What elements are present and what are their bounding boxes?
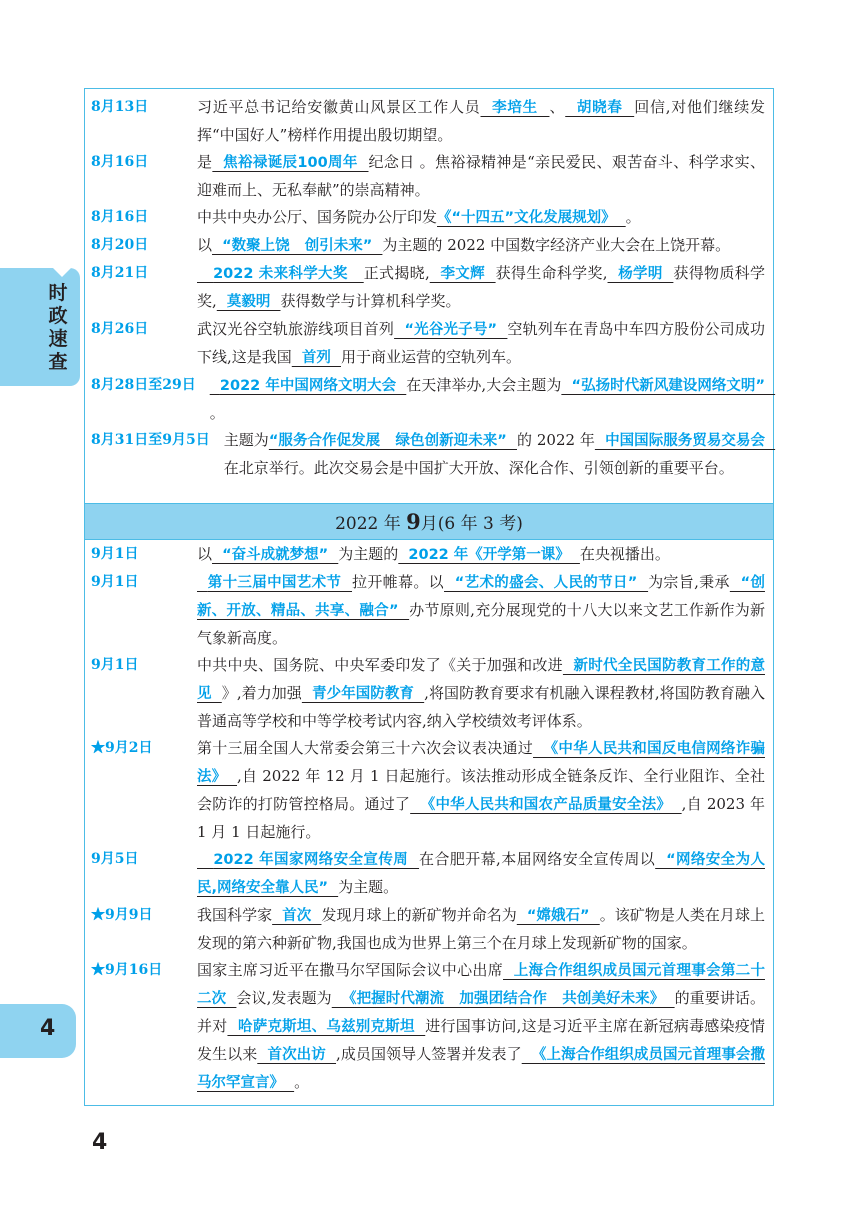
entry-text-segment: ,将国防教育要求有机融入课程教材,将国防教育融入普通高等学校和中等学校考试内容,纳入学校绩效考评体系。 xyxy=(197,684,765,730)
entry-text-segment: 在央视播出。 xyxy=(579,545,670,563)
answer-blank: 首列 xyxy=(291,350,341,366)
entry-row xyxy=(85,957,773,1097)
entry-text-segment: 回信,对他们继续发挥“中国好人”榜样作用提出殷切期望。 xyxy=(197,98,765,144)
answer-blank: 新时代全民国防教育工作的意见 xyxy=(197,658,765,702)
side-page-number: 4 xyxy=(40,1016,56,1041)
entry-text-segment: 获得物质科学奖, xyxy=(197,264,765,310)
answer-blank: 青少年国防教育 xyxy=(301,686,425,702)
section-tab xyxy=(0,268,80,386)
entry-text-segment: 为宗旨,秉承 xyxy=(648,573,730,591)
answer-blank: “艺术的盛会、人民的节日” xyxy=(444,575,649,591)
answer-blank: 首次 xyxy=(272,908,322,924)
answer-blank: “网络安全为人民,网络安全靠人民” xyxy=(197,852,765,896)
entry-text xyxy=(197,316,773,372)
entry-text-segment: 武汉光谷空轨旅游线项目首列 xyxy=(197,320,395,338)
answer-blank: 《“十四五”文化发展规划》 xyxy=(437,210,626,226)
entry-date-text: 9月9日 xyxy=(105,907,153,923)
entry-row xyxy=(85,372,776,427)
entry-text-segment: 。该矿物是人类在月球上发现的第六种新矿物,我国也成为世界上第三个在月球上发现新矿物的国家。 xyxy=(197,906,765,952)
answer-blank: 2022 年国家网络安全宣传周 xyxy=(197,852,420,868)
entry-date xyxy=(85,569,197,652)
entry-date xyxy=(85,427,224,482)
entry-date xyxy=(85,541,197,569)
entry-date-text: 8月16日 xyxy=(91,209,149,225)
entry-text-segment: 以 xyxy=(197,236,213,254)
entry-date xyxy=(85,652,197,735)
answer-blank: 哈萨克斯坦、乌兹别克斯坦 xyxy=(227,1019,426,1035)
answer-blank: 《中华人民共和国反电信网络诈骗法》 xyxy=(197,741,765,785)
entry-text-segment: ,自 2022 年 12 月 1 日起施行。该法推动形成全链条反诈、全行业阻诈、全社会防诈的打防管控格局。通过了 xyxy=(197,767,765,813)
answer-blank: “创新、开放、精品、共享、融合” xyxy=(197,575,765,619)
header-note: (6 年 3 考) xyxy=(437,514,523,534)
star-icon: ★ xyxy=(91,907,105,923)
answer-blank: 《上海合作组织成员国元首理事会撒马尔罕宣言》 xyxy=(197,1047,765,1091)
entry-date xyxy=(85,94,197,149)
entry-text xyxy=(197,652,773,735)
entry-text xyxy=(197,735,773,846)
answer-blank: 2022 年中国网络文明大会 xyxy=(209,378,407,394)
entry-row xyxy=(85,652,773,735)
entry-date-text: 8月16日 xyxy=(91,154,149,170)
entry-date xyxy=(85,902,197,957)
entry-row xyxy=(85,735,773,846)
entry-text-segment: 进行国事访问,这是习近平主席在新冠病毒感染疫情发生以来 xyxy=(197,1017,765,1063)
entry-date-text: 8月13日 xyxy=(91,99,149,115)
tab-notch xyxy=(52,267,72,277)
entry-text-segment: 办节原则,充分展现党的十八大以来文艺工作新作为新气象新高度。 xyxy=(197,601,765,647)
entry-text-segment: 的 2022 年 xyxy=(517,431,595,449)
entry-text-segment: 》,着力加强 xyxy=(221,684,302,702)
entry-text-segment: ,自 2023 年 1 月 1 日起施行。 xyxy=(197,795,765,841)
header-month-suffix: 月 xyxy=(420,514,438,534)
entry-text-segment: 为主题的 xyxy=(338,545,399,563)
entry-row xyxy=(85,232,773,260)
entry-date-text: 8月31日至9月5日 xyxy=(91,432,210,448)
news-panel xyxy=(84,88,774,1106)
entry-date-text: 8月26日 xyxy=(91,321,149,337)
answer-blank: “数聚上饶 创引未来” xyxy=(212,238,383,254)
entry-text-segment: 为主题。 xyxy=(338,878,399,896)
entry-text-segment: 我国科学家 xyxy=(197,906,273,924)
entry-text-segment: 在合肥开幕,本届网络安全宣传周以 xyxy=(419,850,656,868)
answer-blank: “服务合作促发展 绿色创新迎未来” xyxy=(268,433,517,449)
entry-text-segment: 主题为 xyxy=(223,431,269,449)
entry-date xyxy=(85,957,197,1097)
entry-text-segment: 国家主席习近平在撒马尔罕国际会议中心出席 xyxy=(197,961,503,979)
entry-text xyxy=(209,372,776,427)
answer-blank: 上海合作组织成员国元首理事会第二十二次 xyxy=(197,963,765,1007)
august-section xyxy=(85,94,776,482)
entry-row xyxy=(85,902,773,957)
answer-blank: 中国国际服务贸易交易会 xyxy=(594,433,776,449)
entry-date-text: 9月16日 xyxy=(105,962,163,978)
header-month: 9 xyxy=(406,509,421,534)
answer-blank: 《中华人民共和国农产品质量安全法》 xyxy=(410,797,682,813)
entry-date-text: 8月20日 xyxy=(91,237,149,253)
answer-blank: 2022 年《开学第一课》 xyxy=(398,547,580,563)
entry-row xyxy=(85,316,773,372)
entry-date-text: 9月2日 xyxy=(105,740,153,756)
entry-text-segment: 的重要讲话。并对 xyxy=(197,989,765,1035)
entry-text-segment: 纪念日 。焦裕禄精神是“亲民爱民、艰苦奋斗、科学求实、迎难而上、无私奉献”的崇高精神。 xyxy=(197,153,765,199)
star-icon: ★ xyxy=(91,740,105,756)
entry-date xyxy=(85,846,197,902)
entry-text xyxy=(197,94,773,149)
star-icon: ★ xyxy=(91,962,105,978)
answer-blank: 《把握时代潮流 加强团结合作 共创美好未来》 xyxy=(331,991,675,1007)
entry-text-segment: 以 xyxy=(197,545,213,563)
entry-row xyxy=(85,846,773,902)
entry-text-segment: 为主题的 2022 中国数字经济产业大会在上饶开幕。 xyxy=(382,236,731,254)
entry-text xyxy=(197,232,773,260)
entry-text-segment: 第十三届全国人大常委会第三十六次会议表决通过 xyxy=(197,739,534,757)
entry-row xyxy=(85,94,773,149)
entry-text xyxy=(223,427,776,482)
page-number: 4 xyxy=(92,1130,108,1155)
entry-text xyxy=(197,957,773,1097)
entry-text xyxy=(197,541,773,569)
entry-text-segment: 、 xyxy=(549,98,566,116)
entry-row xyxy=(85,204,773,232)
answer-blank: 杨学明 xyxy=(607,266,674,282)
entry-text xyxy=(197,149,773,204)
answer-blank: “奋斗成就梦想” xyxy=(212,547,339,563)
entry-text xyxy=(197,569,773,652)
month-header xyxy=(85,503,773,540)
entry-text-segment: 正式揭晓, xyxy=(363,264,430,282)
september-section xyxy=(85,541,773,1097)
entry-text-segment: 。 xyxy=(625,208,641,226)
entry-date xyxy=(85,735,197,846)
entry-date xyxy=(85,204,197,232)
entry-row xyxy=(85,427,776,482)
answer-blank: 第十三届中国艺术节 xyxy=(197,575,353,591)
entry-date-text: 8月21日 xyxy=(91,265,149,281)
entry-date-text: 9月5日 xyxy=(91,851,139,867)
answer-blank: 首次出访 xyxy=(257,1047,337,1063)
entry-text-segment: 在天津举办,大会主题为 xyxy=(406,376,562,394)
entry-text-segment: 。 xyxy=(294,1073,310,1091)
answer-blank: 莫毅明 xyxy=(216,294,281,310)
answer-blank: 李培生 xyxy=(480,100,550,116)
entry-row xyxy=(85,260,773,316)
entry-text-segment: 是 xyxy=(197,153,213,171)
entry-text-segment: 习近平总书记给安徽黄山风景区工作人员 xyxy=(197,98,481,116)
entry-text xyxy=(197,204,773,232)
entry-text-segment: 拉开帷幕。以 xyxy=(352,573,445,591)
entry-date xyxy=(85,149,197,204)
answer-blank: “弘扬时代新风建设网络文明” xyxy=(561,378,776,394)
entry-text-segment: 在北京举行。此次交易会是中国扩大开放、深化合作、引领创新的重要平台。 xyxy=(223,459,734,477)
entry-date-text: 9月1日 xyxy=(91,574,139,590)
answer-blank: “嫦娥石” xyxy=(516,908,600,924)
entry-text-segment: 。 xyxy=(209,404,225,422)
answer-blank: “光谷光子号” xyxy=(394,322,508,338)
section-tab-label: 时政速查 xyxy=(48,282,68,373)
entry-text-segment: 用于商业运营的空轨列车。 xyxy=(340,348,521,366)
answer-blank: 2022 未来科学大奖 xyxy=(197,266,364,282)
header-year: 2022 年 xyxy=(335,514,401,534)
entry-text-segment: 获得生命科学奖, xyxy=(495,264,608,282)
entry-text xyxy=(197,902,773,957)
entry-text-segment: 会议,发表题为 xyxy=(236,989,332,1007)
entry-text-segment: 中共中央、国务院、中央军委印发了《关于加强和改进 xyxy=(197,656,563,674)
entry-date xyxy=(85,372,210,427)
entry-text-segment: 获得数学与计算机科学奖。 xyxy=(280,292,461,310)
entry-date-text: 8月28日至29日 xyxy=(91,377,196,393)
answer-blank: 焦裕禄诞辰100周年 xyxy=(212,155,369,171)
entry-text xyxy=(197,260,773,316)
entry-row xyxy=(85,149,773,204)
entry-text-segment: 发现月球上的新矿物并命名为 xyxy=(321,906,517,924)
entry-date-text: 9月1日 xyxy=(91,546,139,562)
answer-blank: 胡晓春 xyxy=(565,100,635,116)
answer-blank: 李文辉 xyxy=(429,266,496,282)
entry-text xyxy=(197,846,773,902)
entry-date-text: 9月1日 xyxy=(91,657,139,673)
entry-date xyxy=(85,232,197,260)
entry-text-segment: 空轨列车在青岛中车四方股份公司成功下线,这是我国 xyxy=(197,320,765,366)
entry-date xyxy=(85,316,197,372)
entry-row xyxy=(85,541,773,569)
entry-row xyxy=(85,569,773,652)
entry-text-segment: ,成员国领导人签署并发表了 xyxy=(336,1045,522,1063)
side-page-marker xyxy=(0,1004,76,1058)
entry-date xyxy=(85,260,197,316)
entry-text-segment: 中共中央办公厅、国务院办公厅印发 xyxy=(197,208,438,226)
